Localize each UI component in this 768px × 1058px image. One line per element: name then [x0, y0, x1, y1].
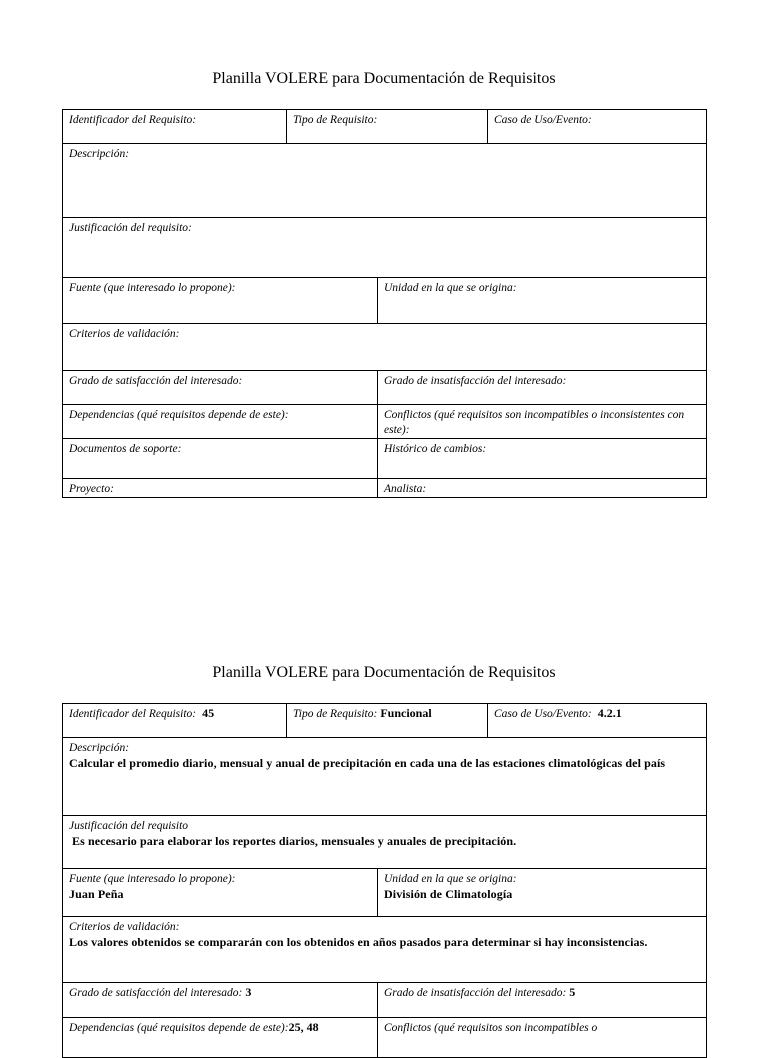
source-label: Fuente (que interesado lo propone): — [69, 282, 236, 294]
filled-type-cell — [287, 704, 488, 738]
dissatisfaction-value: 5 — [569, 985, 576, 999]
description-label: Descripción: — [69, 148, 130, 160]
page-title-filled: Planilla VOLERE para Documentación de Requisitos — [212, 664, 556, 681]
justification-label: Justificación del requisito: — [69, 222, 192, 234]
satisfaction-value: 3 — [245, 985, 252, 999]
unit-value: División de Climatología — [384, 887, 513, 901]
blank-criteria-cell — [63, 324, 707, 371]
blank-dependencies-cell — [63, 405, 378, 439]
blank-history-cell — [378, 439, 707, 479]
justification-value: Es necesario para elaborar los reportes diarios, mensuales y anuales de precipitación. — [72, 834, 517, 848]
dissatisfaction-label: Grado de insatisfacción del interesado: — [384, 375, 567, 387]
filled-usecase-cell — [488, 704, 707, 738]
project-label: Proyecto: — [69, 483, 114, 495]
history-label: Histórico de cambios: — [384, 443, 487, 455]
satisfaction-label: Grado de satisfacción del interesado: — [69, 375, 243, 387]
blank-satisfaction-cell — [63, 371, 378, 405]
criteria-label: Criterios de validación: — [69, 328, 180, 340]
usecase-value: 4.2.1 — [597, 706, 622, 720]
filled-unit-cell — [378, 869, 707, 917]
conflicts-label: Conflictos (qué requisitos son incompatibles o — [384, 1022, 598, 1034]
blank-analyst-cell — [378, 479, 707, 498]
usecase-label: Caso de Uso/Evento: — [494, 708, 592, 720]
unit-label: Unidad en la que se origina: — [384, 873, 517, 885]
analyst-label: Analista: — [384, 483, 427, 495]
filled-description-cell — [63, 738, 707, 816]
blank-type-cell — [287, 110, 488, 144]
blank-id-cell — [63, 110, 287, 144]
filled-requirements-form — [62, 703, 707, 1058]
criteria-label: Criterios de validación: — [69, 921, 180, 933]
blank-requirements-form — [62, 109, 707, 498]
filled-justification-cell — [63, 816, 707, 869]
blank-conflicts-cell — [378, 405, 707, 439]
type-label: Tipo de Requisito: — [293, 114, 378, 126]
type-label: Tipo de Requisito: — [293, 708, 378, 720]
justification-label: Justificación del requisito — [69, 820, 189, 832]
source-label: Fuente (que interesado lo propone): — [69, 873, 236, 885]
blank-justification-cell — [63, 218, 707, 278]
blank-unit-cell — [378, 278, 707, 324]
id-value: 45 — [202, 706, 215, 720]
filled-dissatisfaction-cell — [378, 983, 707, 1018]
type-value: Funcional — [380, 706, 432, 720]
page-title-blank: Planilla VOLERE para Documentación de Requisitos — [212, 70, 556, 87]
filled-satisfaction-cell — [63, 983, 378, 1018]
dissatisfaction-label: Grado de insatisfacción del interesado: — [384, 987, 567, 999]
filled-criteria-cell — [63, 917, 707, 983]
criteria-value: Los valores obtenidos se compararán con los obtenidos en años pasados para determinar si hay inconsistencias. — [69, 935, 648, 949]
description-label: Descripción: — [69, 742, 130, 754]
blank-dissatisfaction-cell — [378, 371, 707, 405]
filled-source-cell — [63, 869, 378, 917]
blank-source-cell — [63, 278, 378, 324]
blank-documents-cell — [63, 439, 378, 479]
dependencies-value: 25, 48 — [288, 1020, 319, 1034]
satisfaction-label: Grado de satisfacción del interesado: — [69, 987, 243, 999]
blank-usecase-cell — [488, 110, 707, 144]
unit-label: Unidad en la que se origina: — [384, 282, 517, 294]
usecase-label: Caso de Uso/Evento: — [494, 114, 592, 126]
dependencies-label: Dependencias (qué requisitos depende de este): — [69, 1022, 289, 1034]
dependencies-label: Dependencias (qué requisitos depende de este): — [69, 409, 289, 421]
filled-id-cell — [63, 704, 287, 738]
id-label: Identificador del Requisito: — [69, 114, 197, 126]
blank-project-cell — [63, 479, 378, 498]
conflicts-label: Conflictos (qué requisitos son incompatibles o inconsistentes con este): — [384, 409, 685, 436]
description-value: Calcular el promedio diario, mensual y anual de precipitación en cada una de las estaciones climatológicas del país — [69, 756, 666, 770]
id-label: Identificador del Requisito: — [69, 708, 197, 720]
blank-description-cell — [63, 144, 707, 218]
documents-label: Documentos de soporte: — [69, 443, 182, 455]
source-value: Juan Peña — [69, 887, 124, 901]
